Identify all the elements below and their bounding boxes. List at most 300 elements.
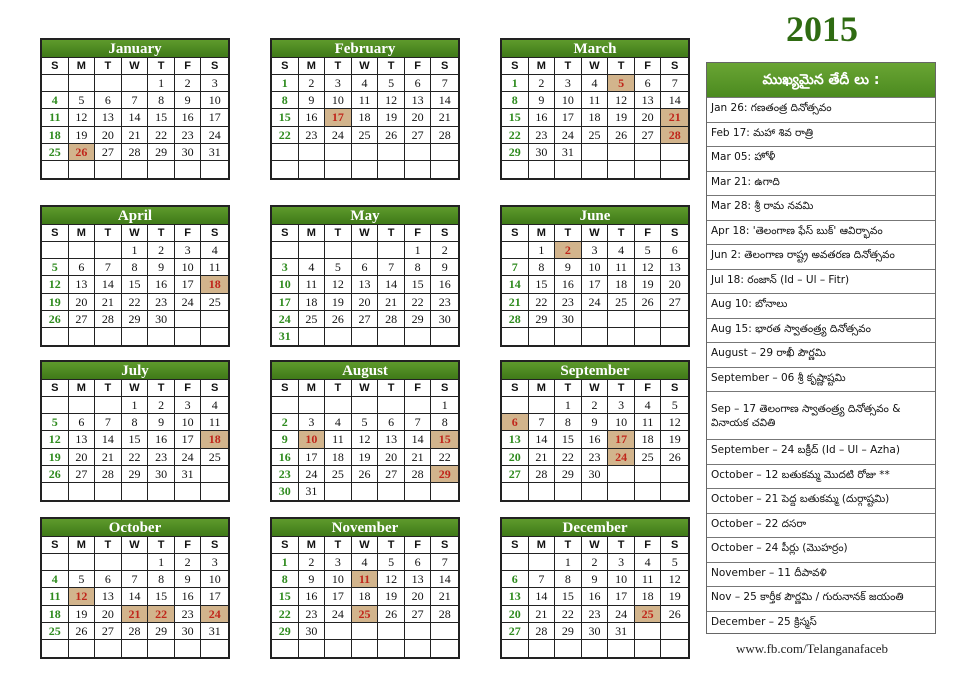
weekday-header: S: [502, 537, 529, 554]
day-cell: 10: [325, 571, 352, 588]
empty-cell: [272, 144, 299, 161]
day-cell: 9: [175, 571, 202, 588]
day-cell: 11: [582, 92, 609, 109]
empty-cell: [299, 161, 326, 178]
weekday-header: S: [661, 537, 688, 554]
day-cell: 15: [122, 431, 149, 448]
weekday-header: S: [42, 380, 69, 397]
weekday-header: W: [122, 58, 149, 75]
empty-cell: [555, 640, 582, 657]
day-cell: 15: [431, 431, 458, 448]
day-cell: 8: [502, 92, 529, 109]
day-cell: 11: [635, 414, 662, 431]
day-cell: 12: [325, 276, 352, 293]
day-cell: 6: [405, 554, 432, 571]
empty-cell: [201, 311, 228, 328]
day-cell: 13: [352, 276, 379, 293]
day-cell: 4: [299, 259, 326, 276]
day-cell: 4: [352, 75, 379, 92]
day-cell: 14: [661, 92, 688, 109]
empty-cell: [405, 623, 432, 640]
empty-cell: [69, 75, 96, 92]
day-cell: 31: [272, 328, 299, 345]
day-cell: 11: [299, 276, 326, 293]
day-cell: 21: [405, 449, 432, 466]
empty-cell: [378, 242, 405, 259]
empty-cell: [325, 242, 352, 259]
day-cell: 24: [175, 294, 202, 311]
day-cell: 17: [608, 588, 635, 605]
month-grid: [42, 225, 228, 345]
empty-cell: [352, 161, 379, 178]
empty-cell: [431, 623, 458, 640]
day-cell: 19: [608, 109, 635, 126]
day-cell: 6: [69, 414, 96, 431]
day-cell: 8: [272, 571, 299, 588]
day-cell: 19: [378, 588, 405, 605]
day-cell: 2: [299, 554, 326, 571]
day-cell: 9: [529, 92, 556, 109]
empty-cell: [122, 75, 149, 92]
important-date-item: Aug 10: బోనాలు: [707, 293, 935, 318]
weekday-header: T: [378, 537, 405, 554]
day-cell: 10: [582, 259, 609, 276]
month-title: September: [502, 362, 688, 380]
day-cell: 7: [122, 92, 149, 109]
day-cell: 23: [555, 294, 582, 311]
weekday-header: F: [175, 380, 202, 397]
important-date-item: Apr 18: 'తెలంగాణ ఫేస్ బుక్' ఆవిర్భావం: [707, 220, 935, 245]
day-cell: 8: [405, 259, 432, 276]
month-grid: [42, 58, 228, 178]
weekday-header: M: [69, 380, 96, 397]
weekday-header: F: [635, 380, 662, 397]
day-cell: 27: [405, 606, 432, 623]
weekday-header: S: [272, 225, 299, 242]
day-cell: 13: [95, 109, 122, 126]
day-cell: 26: [325, 311, 352, 328]
empty-cell: [122, 161, 149, 178]
day-cell: 29: [148, 144, 175, 161]
empty-cell: [431, 328, 458, 345]
day-cell: 13: [69, 276, 96, 293]
empty-cell: [502, 328, 529, 345]
empty-cell: [352, 483, 379, 500]
day-cell: 18: [352, 109, 379, 126]
weekday-header: F: [175, 225, 202, 242]
day-cell: 24: [325, 606, 352, 623]
empty-cell: [95, 554, 122, 571]
day-cell: 10: [175, 259, 202, 276]
month-grid: [272, 537, 458, 657]
day-cell: 18: [42, 606, 69, 623]
day-cell: 16: [299, 588, 326, 605]
day-cell: 2: [582, 397, 609, 414]
day-cell: 3: [201, 554, 228, 571]
day-cell: 14: [95, 431, 122, 448]
weekday-header: W: [582, 58, 609, 75]
day-cell: 23: [148, 294, 175, 311]
day-cell: 1: [122, 242, 149, 259]
important-date-item: Jul 18: రంజాన్ (Id – Ul – Fitr): [707, 269, 935, 294]
day-cell: 17: [299, 449, 326, 466]
day-cell: 14: [431, 571, 458, 588]
weekday-header: M: [69, 58, 96, 75]
day-cell: 11: [201, 414, 228, 431]
weekday-header: T: [608, 380, 635, 397]
day-cell: 31: [608, 623, 635, 640]
month-title: August: [272, 362, 458, 380]
weekday-header: F: [405, 380, 432, 397]
day-cell: 2: [299, 75, 326, 92]
weekday-header: S: [272, 58, 299, 75]
day-cell: 20: [95, 127, 122, 144]
day-cell: 30: [582, 466, 609, 483]
day-cell: 9: [431, 259, 458, 276]
weekday-header: T: [555, 380, 582, 397]
weekday-header: S: [201, 380, 228, 397]
day-cell: 29: [555, 623, 582, 640]
empty-cell: [529, 483, 556, 500]
day-cell: 14: [405, 431, 432, 448]
day-cell: 30: [148, 311, 175, 328]
day-cell: 14: [378, 276, 405, 293]
day-cell: 4: [201, 242, 228, 259]
day-cell: 27: [378, 466, 405, 483]
empty-cell: [608, 466, 635, 483]
important-date-item: September – 06 శ్రీ కృష్ణాష్టమి: [707, 367, 935, 392]
day-cell: 17: [582, 276, 609, 293]
day-cell: 8: [148, 571, 175, 588]
weekday-header: F: [635, 537, 662, 554]
empty-cell: [299, 328, 326, 345]
empty-cell: [582, 640, 609, 657]
weekday-header: S: [502, 58, 529, 75]
day-cell: 23: [299, 127, 326, 144]
day-cell: 15: [529, 276, 556, 293]
empty-cell: [529, 328, 556, 345]
day-cell: 18: [201, 276, 228, 293]
empty-cell: [378, 483, 405, 500]
day-cell: 20: [502, 606, 529, 623]
important-date-item: Jun 2: తెలంగాణ రాష్ట్ర అవతరణ దినోత్సవం: [707, 244, 935, 269]
day-cell: 27: [502, 466, 529, 483]
empty-cell: [582, 311, 609, 328]
day-cell: 29: [122, 311, 149, 328]
day-cell: 13: [502, 431, 529, 448]
day-cell: 7: [122, 571, 149, 588]
day-cell: 3: [555, 75, 582, 92]
day-cell: 20: [405, 588, 432, 605]
day-cell: 19: [42, 294, 69, 311]
day-cell: 3: [608, 397, 635, 414]
day-cell: 17: [555, 109, 582, 126]
day-cell: 16: [555, 276, 582, 293]
day-cell: 24: [272, 311, 299, 328]
day-cell: 24: [201, 606, 228, 623]
empty-cell: [378, 328, 405, 345]
weekday-header: M: [529, 537, 556, 554]
day-cell: 19: [325, 294, 352, 311]
day-cell: 14: [529, 431, 556, 448]
day-cell: 25: [201, 294, 228, 311]
day-cell: 10: [201, 92, 228, 109]
day-cell: 15: [272, 109, 299, 126]
weekday-header: S: [431, 380, 458, 397]
day-cell: 7: [529, 414, 556, 431]
month-title: July: [42, 362, 228, 380]
empty-cell: [555, 483, 582, 500]
day-cell: 6: [378, 414, 405, 431]
month-grid: [502, 380, 688, 500]
empty-cell: [405, 328, 432, 345]
empty-cell: [148, 328, 175, 345]
day-cell: 31: [299, 483, 326, 500]
day-cell: 4: [352, 554, 379, 571]
important-date-item: Feb 17: మహా శివ రాత్రి: [707, 122, 935, 147]
empty-cell: [502, 161, 529, 178]
empty-cell: [69, 328, 96, 345]
day-cell: 31: [201, 623, 228, 640]
empty-cell: [502, 483, 529, 500]
empty-cell: [69, 640, 96, 657]
day-cell: 27: [95, 623, 122, 640]
day-cell: 6: [95, 571, 122, 588]
empty-cell: [582, 483, 609, 500]
day-cell: 25: [201, 449, 228, 466]
day-cell: 29: [148, 623, 175, 640]
weekday-header: W: [352, 380, 379, 397]
day-cell: 12: [42, 431, 69, 448]
empty-cell: [148, 483, 175, 500]
weekday-header: F: [405, 58, 432, 75]
empty-cell: [378, 161, 405, 178]
day-cell: 11: [352, 92, 379, 109]
empty-cell: [175, 640, 202, 657]
day-cell: 21: [378, 294, 405, 311]
empty-cell: [299, 640, 326, 657]
day-cell: 1: [529, 242, 556, 259]
day-cell: 5: [661, 397, 688, 414]
empty-cell: [582, 161, 609, 178]
empty-cell: [325, 161, 352, 178]
weekday-header: T: [378, 380, 405, 397]
day-cell: 29: [529, 311, 556, 328]
day-cell: 9: [272, 431, 299, 448]
weekday-header: M: [299, 380, 326, 397]
day-cell: 10: [175, 414, 202, 431]
day-cell: 23: [299, 606, 326, 623]
month-title: April: [42, 207, 228, 225]
day-cell: 12: [42, 276, 69, 293]
month-title: May: [272, 207, 458, 225]
empty-cell: [405, 161, 432, 178]
weekday-header: W: [352, 537, 379, 554]
day-cell: 23: [175, 606, 202, 623]
day-cell: 23: [272, 466, 299, 483]
empty-cell: [201, 328, 228, 345]
day-cell: 27: [502, 623, 529, 640]
day-cell: 2: [529, 75, 556, 92]
day-cell: 8: [272, 92, 299, 109]
day-cell: 29: [122, 466, 149, 483]
empty-cell: [608, 640, 635, 657]
important-date-item: December – 25 క్రిస్మస్: [707, 611, 935, 636]
day-cell: 8: [122, 259, 149, 276]
weekday-header: T: [608, 537, 635, 554]
day-cell: 5: [378, 554, 405, 571]
day-cell: 1: [555, 554, 582, 571]
day-cell: 17: [608, 431, 635, 448]
weekday-header: S: [272, 380, 299, 397]
month-april: [40, 205, 230, 347]
day-cell: 4: [42, 92, 69, 109]
day-cell: 22: [555, 449, 582, 466]
empty-cell: [69, 483, 96, 500]
day-cell: 26: [608, 127, 635, 144]
day-cell: 15: [502, 109, 529, 126]
weekday-header: S: [502, 225, 529, 242]
day-cell: 7: [661, 75, 688, 92]
empty-cell: [635, 161, 662, 178]
weekday-header: W: [582, 380, 609, 397]
day-cell: 22: [529, 294, 556, 311]
day-cell: 19: [378, 109, 405, 126]
weekday-header: W: [582, 537, 609, 554]
day-cell: 28: [431, 127, 458, 144]
weekday-header: T: [608, 225, 635, 242]
day-cell: 27: [405, 127, 432, 144]
empty-cell: [352, 328, 379, 345]
important-date-item: Mar 28: శ్రీ రామ నవమి: [707, 195, 935, 220]
month-title: November: [272, 519, 458, 537]
day-cell: 25: [635, 606, 662, 623]
day-cell: 15: [555, 588, 582, 605]
weekday-header: S: [201, 58, 228, 75]
day-cell: 3: [201, 75, 228, 92]
month-september: [500, 360, 690, 502]
day-cell: 14: [122, 109, 149, 126]
empty-cell: [635, 623, 662, 640]
weekday-header: T: [95, 537, 122, 554]
day-cell: 1: [431, 397, 458, 414]
day-cell: 30: [175, 623, 202, 640]
day-cell: 9: [148, 259, 175, 276]
month-title: October: [42, 519, 228, 537]
empty-cell: [635, 311, 662, 328]
day-cell: 5: [352, 414, 379, 431]
day-cell: 31: [555, 144, 582, 161]
month-title: January: [42, 40, 228, 58]
month-title: February: [272, 40, 458, 58]
weekday-header: S: [661, 225, 688, 242]
day-cell: 19: [661, 431, 688, 448]
important-dates-title: ముఖ్యమైన తేదీ లు :: [707, 63, 935, 97]
day-cell: 5: [69, 571, 96, 588]
weekday-header: M: [69, 225, 96, 242]
day-cell: 25: [352, 127, 379, 144]
day-cell: 28: [122, 144, 149, 161]
day-cell: 16: [272, 449, 299, 466]
day-cell: 11: [325, 431, 352, 448]
weekday-header: S: [431, 58, 458, 75]
day-cell: 12: [635, 259, 662, 276]
month-grid: [42, 380, 228, 500]
empty-cell: [529, 161, 556, 178]
weekday-header: S: [201, 537, 228, 554]
day-cell: 3: [325, 75, 352, 92]
day-cell: 29: [502, 144, 529, 161]
day-cell: 12: [352, 431, 379, 448]
empty-cell: [325, 397, 352, 414]
day-cell: 4: [635, 397, 662, 414]
month-grid: [42, 537, 228, 657]
empty-cell: [635, 328, 662, 345]
empty-cell: [378, 144, 405, 161]
empty-cell: [69, 161, 96, 178]
day-cell: 9: [148, 414, 175, 431]
empty-cell: [608, 483, 635, 500]
day-cell: 19: [635, 276, 662, 293]
weekday-header: W: [352, 225, 379, 242]
day-cell: 7: [431, 554, 458, 571]
month-grid: [272, 380, 458, 500]
weekday-header: T: [95, 380, 122, 397]
weekday-header: M: [529, 58, 556, 75]
day-cell: 27: [69, 466, 96, 483]
empty-cell: [175, 311, 202, 328]
day-cell: 2: [175, 554, 202, 571]
important-date-item: August – 29 రాఖీ పౌర్ణమి: [707, 342, 935, 367]
footer-url: www.fb.com/Telanganafaceb: [736, 641, 889, 656]
important-date-item: Nov – 25 కార్తీక పౌర్ణమి / గురునానక్ జయంతి: [707, 586, 935, 611]
empty-cell: [352, 623, 379, 640]
weekday-header: S: [661, 380, 688, 397]
empty-cell: [582, 328, 609, 345]
day-cell: 26: [378, 127, 405, 144]
empty-cell: [378, 397, 405, 414]
day-cell: 6: [352, 259, 379, 276]
day-cell: 14: [502, 276, 529, 293]
empty-cell: [325, 483, 352, 500]
day-cell: 20: [661, 276, 688, 293]
day-cell: 24: [325, 127, 352, 144]
day-cell: 10: [608, 414, 635, 431]
empty-cell: [502, 554, 529, 571]
empty-cell: [42, 75, 69, 92]
day-cell: 21: [431, 588, 458, 605]
empty-cell: [635, 483, 662, 500]
day-cell: 8: [431, 414, 458, 431]
day-cell: 5: [378, 75, 405, 92]
empty-cell: [635, 640, 662, 657]
day-cell: 17: [175, 431, 202, 448]
month-grid: [502, 58, 688, 178]
day-cell: 26: [352, 466, 379, 483]
weekday-header: S: [502, 380, 529, 397]
empty-cell: [95, 242, 122, 259]
empty-cell: [272, 640, 299, 657]
day-cell: 29: [272, 623, 299, 640]
day-cell: 31: [201, 144, 228, 161]
empty-cell: [42, 483, 69, 500]
day-cell: 22: [555, 606, 582, 623]
day-cell: 8: [555, 571, 582, 588]
empty-cell: [325, 640, 352, 657]
day-cell: 17: [272, 294, 299, 311]
day-cell: 22: [148, 127, 175, 144]
day-cell: 29: [555, 466, 582, 483]
